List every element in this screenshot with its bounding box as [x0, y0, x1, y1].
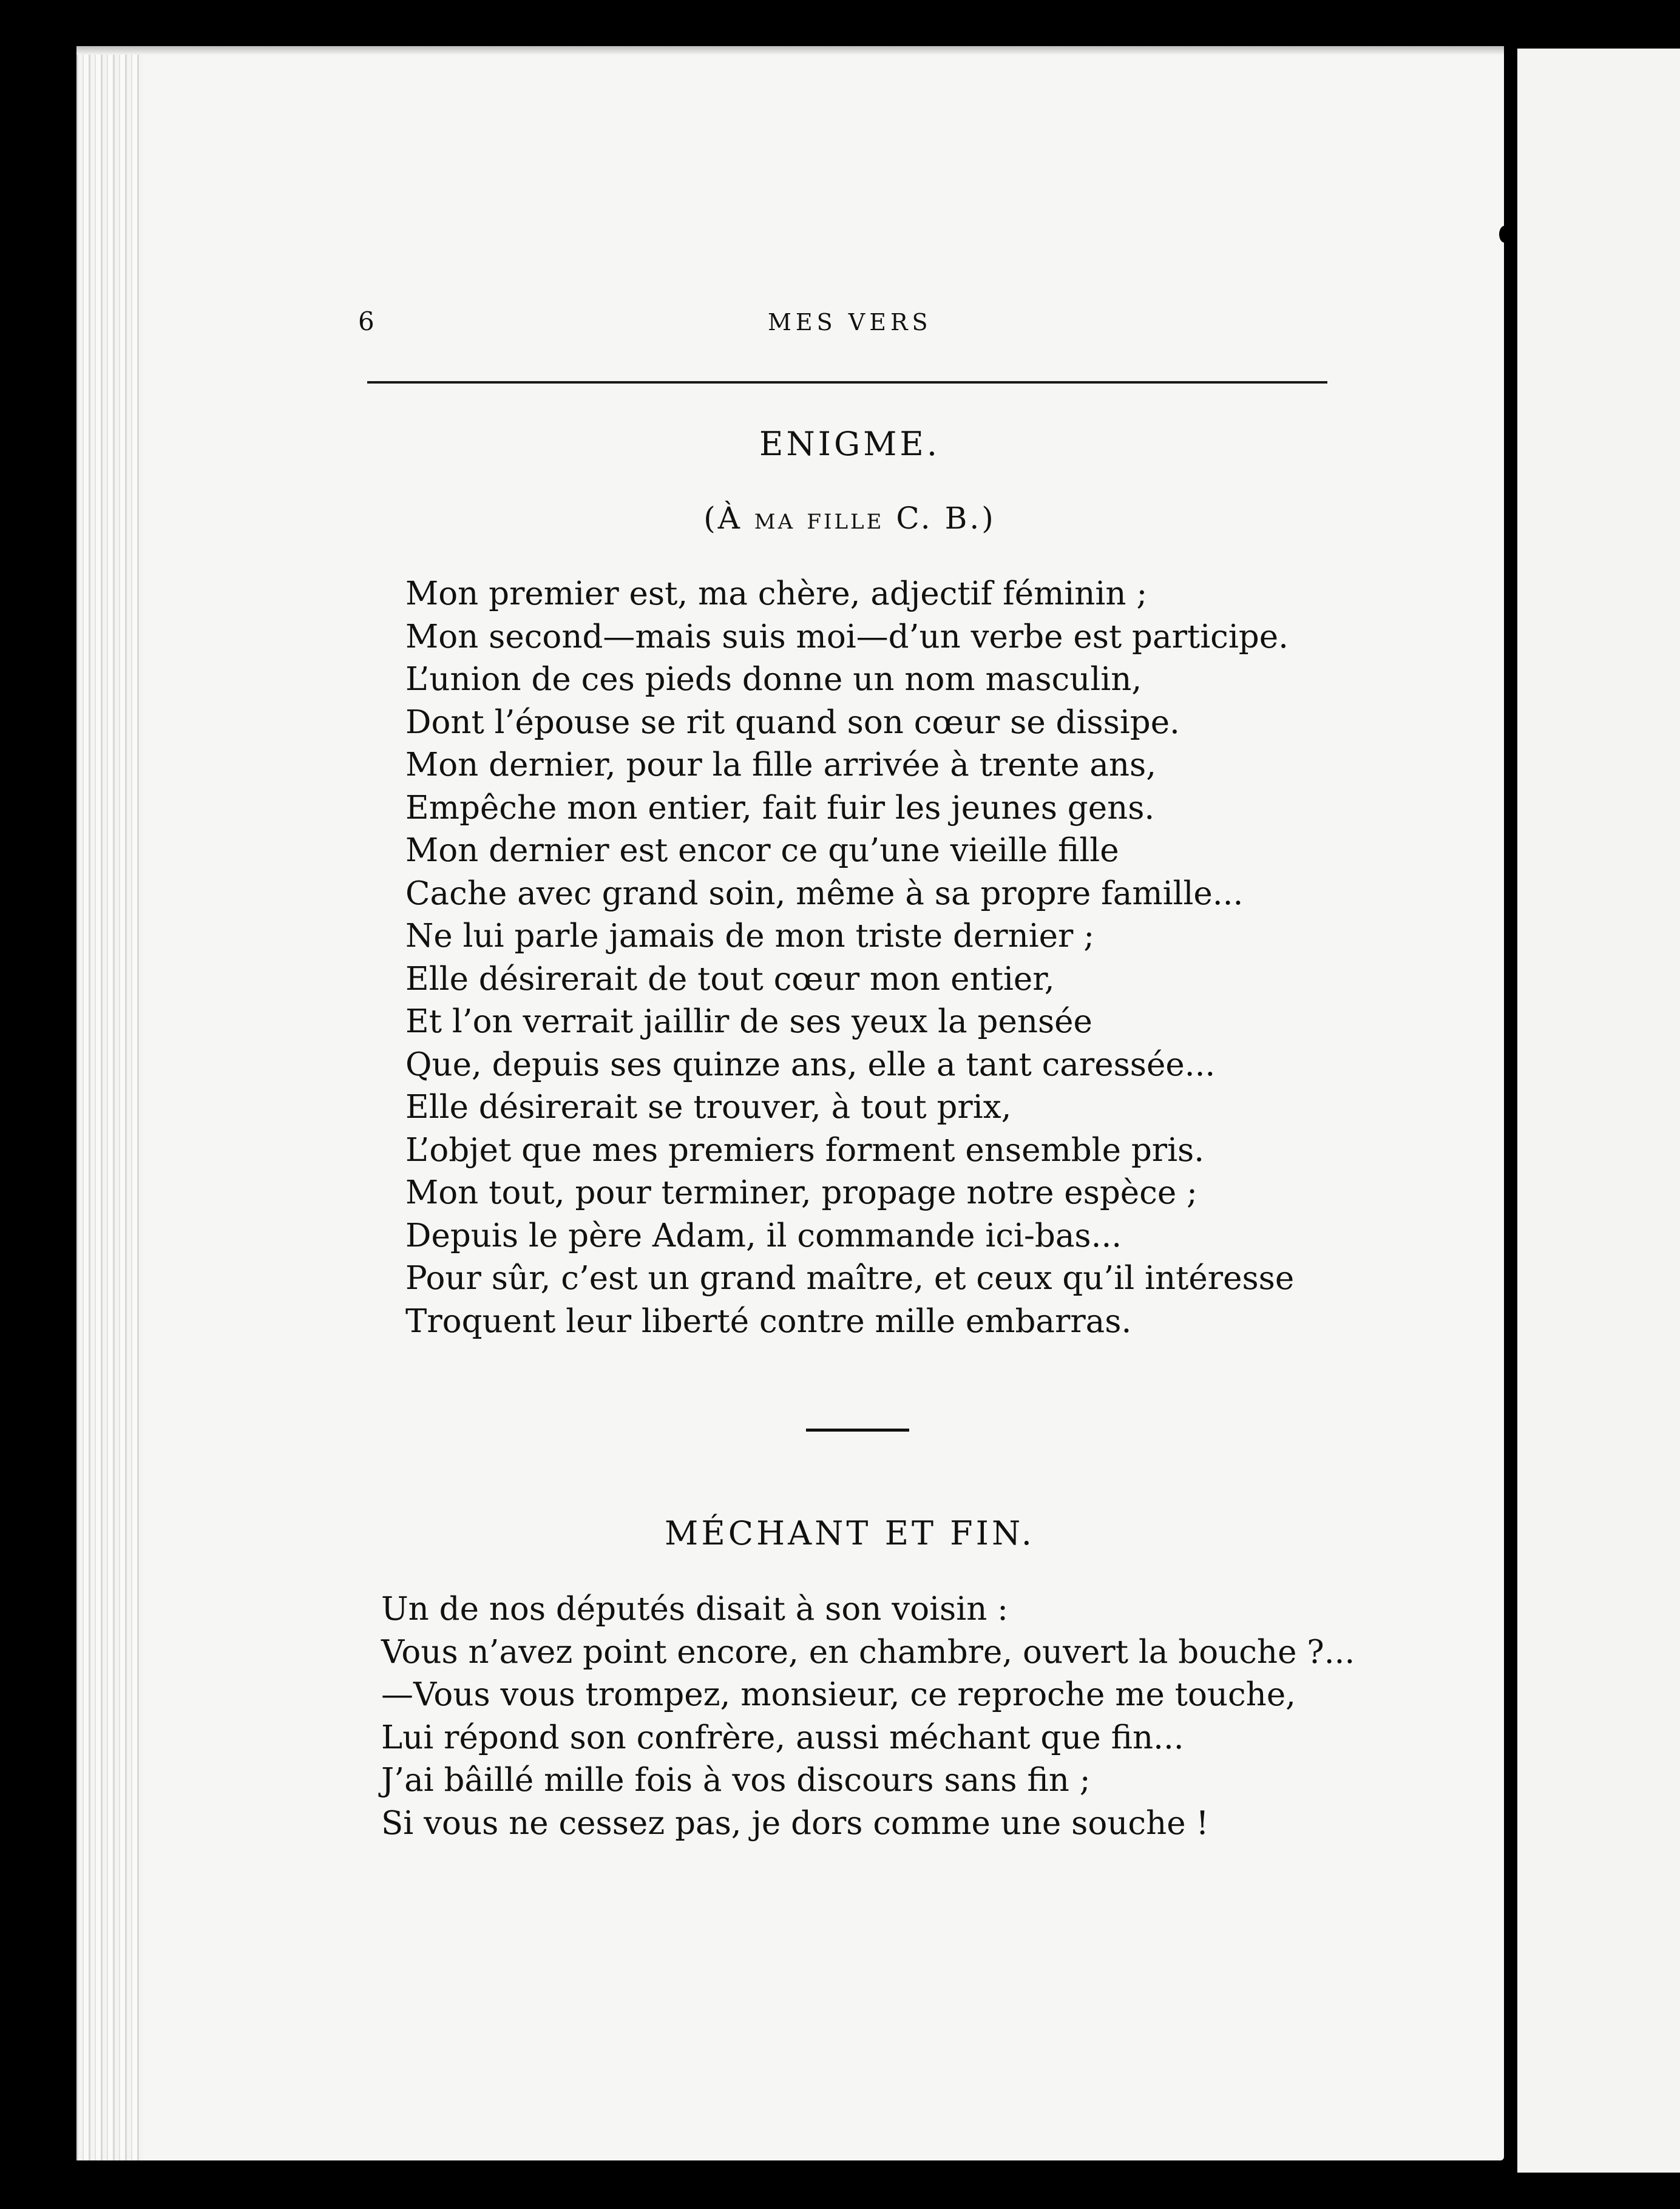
poem-verses-enigme	[405, 573, 1294, 1343]
poem-title-enigme: ENIGME.	[759, 425, 940, 463]
dedication-close: C. B.)	[896, 501, 996, 536]
section-separator	[806, 1429, 909, 1432]
verse-line: L’objet que mes premiers forment ensemble pris.	[405, 1131, 1205, 1169]
verse-line: Troquent leur liberté contre mille embarras.	[405, 1302, 1132, 1340]
header-rule	[367, 381, 1327, 384]
poem-dedication	[364, 501, 1335, 536]
verse-line: Cache avec grand soin, même à sa propre famille...	[405, 874, 1244, 912]
verse-line: Que, depuis ses quinze ans, elle a tant caressée...	[405, 1046, 1216, 1083]
page-number: 6	[358, 306, 378, 336]
verse-line: Et l’on verrait jaillir de ses yeux la pensée	[405, 1003, 1092, 1040]
dedication-small-caps: ma fille	[754, 502, 884, 536]
verse-line: Vous n’avez point encore, en chambre, ouvert la bouche ?...	[381, 1633, 1355, 1671]
verse-line: Mon tout, pour terminer, propage notre espèce ;	[405, 1174, 1197, 1211]
running-head	[358, 306, 1329, 343]
verse-line: Dont l’épouse se rit quand son cœur se dissipe.	[405, 703, 1180, 741]
verse-line: Depuis le père Adam, il commande ici-bas...	[405, 1217, 1122, 1254]
poem-title-mechant: MÉCHANT ET FIN.	[665, 1514, 1035, 1552]
verse-line: L’union de ces pieds donne un nom masculin,	[405, 661, 1142, 698]
facing-page	[1517, 49, 1680, 2173]
verse-line: Empêche mon entier, fait fuir les jeunes gens.	[405, 789, 1155, 827]
page-top-edge	[76, 46, 1504, 55]
scan-mark	[1499, 226, 1510, 243]
verse-line: Lui répond son confrère, aussi méchant que fin...	[381, 1719, 1184, 1756]
verse-line: Mon dernier, pour la fille arrivée à trente ans,	[405, 746, 1157, 783]
verse-line: Mon second—mais suis moi—d’un verbe est participe.	[405, 618, 1289, 655]
verse-line: Si vous ne cessez pas, je dors comme une souche !	[381, 1804, 1209, 1842]
verse-line: Pour sûr, c’est un grand maître, et ceux qu’il intéresse	[405, 1260, 1295, 1297]
dedication-open: (À	[703, 501, 742, 536]
verse-line: Un de nos députés disait à son voisin :	[381, 1591, 1009, 1628]
verse-line: Ne lui parle jamais de mon triste dernier ;	[405, 918, 1095, 955]
verse-line: J’ai bâillé mille fois à vos discours sans fin ;	[381, 1762, 1091, 1799]
running-head-title: MES VERS	[768, 309, 932, 336]
verse-line: Elle désirerait de tout cœur mon entier,	[405, 960, 1055, 998]
page-edges	[76, 46, 143, 2160]
poem-verses-mechant	[381, 1588, 1355, 1845]
verse-line: Elle désirerait se trouver, à tout prix,	[405, 1089, 1012, 1126]
verse-line: Mon dernier est encor ce qu’une vieille fille	[405, 832, 1119, 869]
verse-line: —Vous vous trompez, monsieur, ce reproche me touche,	[381, 1676, 1296, 1713]
book-gutter	[1504, 42, 1517, 2185]
verse-line: Mon premier est, ma chère, adjectif féminin ;	[405, 575, 1148, 612]
